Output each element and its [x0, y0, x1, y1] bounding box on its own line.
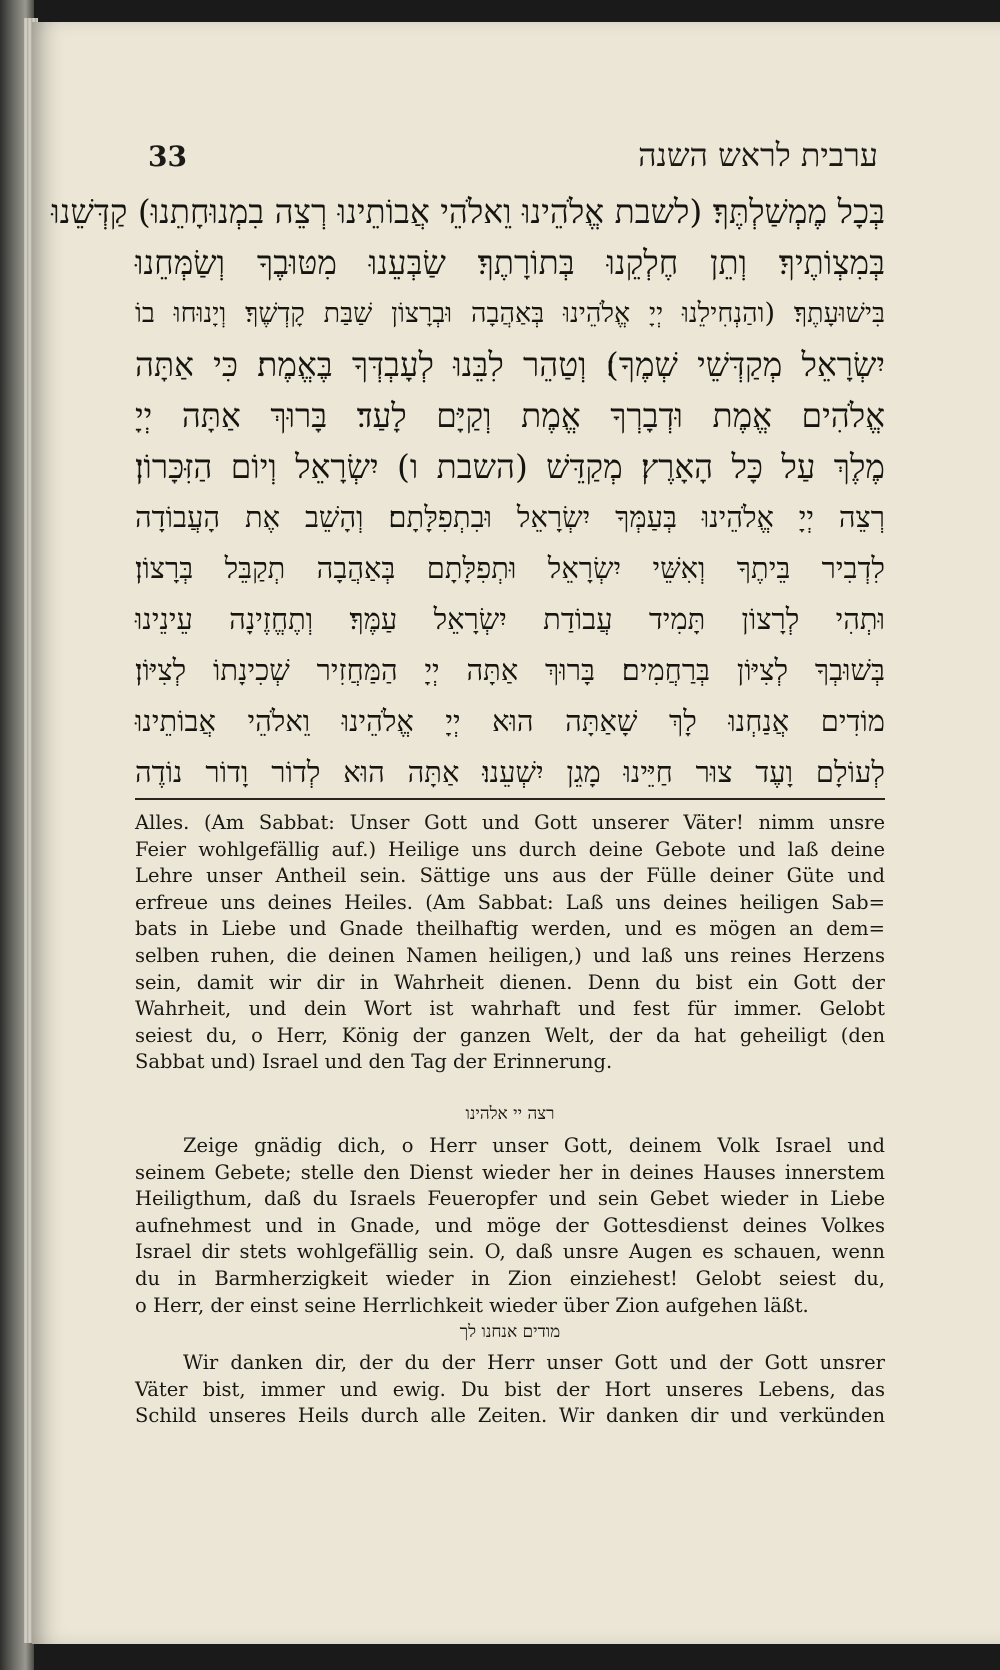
german-line: selben ruhen, die deinen Namen heiligen,) und laß uns reines Herzens: [135, 943, 885, 967]
hebrew-line: רְצֵה יְיָ אֱלֹהֵינוּ בְּעַמְּךָ יִשְׂרָאֵל וּבִתְפִלָּתָם׃ וְהָשֵׁב אֶת הָעֲבוֹדָה: [135, 500, 885, 534]
hebrew-line: בְּמִצְוֹתֶיךָ׃ וְתֵן חֶלְקֵנוּ בְּתוֹרָתֶךָ׃ שַׂבְּעֵנוּ מִטּוּבֶךָ וְשַׂמְּחֵנוּ: [135, 243, 885, 282]
hebrew-line: וּתְהִי לְרָצוֹן תָּמִיד עֲבוֹדַת יִשְׂרָאֵל עַמֶּךָ׃ וְתֶחֱזֶינָה עֵינֵינוּ: [135, 602, 885, 636]
german-line: sein, damit wir dir in Wahrheit dienen. Denn du bist ein Gott der: [135, 970, 885, 994]
german-line: erfreue uns deines Heiles. (Am Sabbat: Laß uns deines heiligen Sab=: [135, 890, 885, 914]
hebrew-line: מוֹדִים אֲנַחְנוּ לָךְ שָׁאַתָּה הוּא יְיָ אֱלֹהֵינוּ וֵאלֹהֵי אֲבוֹתֵינוּ: [135, 704, 885, 738]
section-heading-modim: מודים אנחנו לך: [459, 1322, 561, 1342]
hebrew-line: מֶלֶךְ עַל כָּל הָאָרֶץ׃ מְקַדֵּשׁ (השבת ו) יִשְׂרָאֵל וְיוֹם הַזִּכָּרוֹן׃: [135, 447, 885, 486]
hebrew-text-block: [51, 186, 885, 798]
section-divider: [135, 798, 885, 800]
german-line: seiest du, o Herr, König der ganzen Welt, der da hat geheiligt (den: [135, 1023, 885, 1047]
german-line: o Herr, der einst seine Herrlichkeit wieder über Zion aufgehen läßt.: [135, 1293, 809, 1317]
hebrew-line: יִשְׂרָאֵל מְקַדְּשֵׁי שְׁמֶךָ)׃ וְטַהֵר לִבֵּנוּ לְעָבְדְּךָ בֶּאֱמֶת׃ כִּי אַתָּה: [135, 345, 885, 384]
german-line: Heiligthum, daß du Israels Feueropfer und sein Gebet wieder in Liebe: [135, 1187, 885, 1211]
german-line: bats in Liebe und Gnade theilhaftig werden, und es mögen an dem=: [135, 917, 885, 941]
german-line: Feier wohlgefällig auf.) Heilige uns durch deine Gebote und laß deine: [135, 837, 885, 861]
german-translation-2: [135, 1133, 885, 1319]
hebrew-line: אֱלֹהִים אֱמֶת וּדְבָרְךָ אֱמֶת וְקַיָּם לָעַד׃ בָּרוּךְ אַתָּה יְיָ: [135, 396, 885, 435]
german-translation-3: [135, 1350, 885, 1430]
german-line: Schild unseres Heils durch alle Zeiten. Wir danken dir und verkünden: [135, 1404, 885, 1428]
hebrew-line: בְּכָל מֶמְשַׁלְתֶּךָ׃ (לשבת אֱלֹהֵינוּ וֵאלֹהֵי אֲבוֹתֵינוּ רְצֵה בִמְנוּחָתֵנוּ) קַדְּשֵׁנוּ: [51, 192, 885, 231]
german-line: Israel dir stets wohlgefällig sein. O, daß unsre Augen es schauen, wenn: [135, 1240, 885, 1264]
german-line: Lehre unser Antheil sein. Sättige uns aus der Fülle deiner Güte und: [135, 864, 885, 888]
german-line: Wahrheit, und dein Wort ist wahrhaft und fest für immer. Gelobt: [135, 997, 885, 1021]
running-title: ערבית לראש השנה: [638, 136, 878, 174]
hebrew-line: בְּשׁוּבְךָ לְצִיּוֹן בְּרַחֲמִים׃ בָּרוּךְ אַתָּה יְיָ הַמַּחֲזִיר שְׁכִינָתוֹ לְצִיּוֹן׃: [135, 653, 885, 687]
section-heading-retze: רצה יי אלהינו: [465, 1104, 555, 1124]
german-line: seinem Gebete; stelle den Dienst wieder her in deines Hauses innerstem: [135, 1160, 885, 1184]
german-line: du in Barmherzigkeit wieder in Zion einziehest! Gelobt seiest du,: [135, 1266, 885, 1290]
hebrew-line: לִדְבִיר בֵּיתֶךָ וְאִשֵּׁי יִשְׂרָאֵל וּתְפִלָּתָם בְּאַהֲבָה תְקַבֵּל בְּרָצוֹן׃: [135, 551, 885, 585]
german-line: Väter bist, immer und ewig. Du bist der Hort unseres Lebens, das: [135, 1377, 885, 1401]
page-number: 33: [148, 140, 187, 173]
german-line: aufnehmest und in Gnade, und möge der Gottesdienst deines Volkes: [135, 1213, 885, 1237]
german-line: Wir danken dir, der du der Herr unser Gott und der Gott unsrer: [183, 1351, 885, 1374]
page-header: [148, 128, 878, 184]
german-line: Alles. (Am Sabbat: Unser Gott und Gott unserer Väter! nimm unsre: [135, 811, 885, 834]
german-line: Zeige gnädig dich, o Herr unser Gott, deinem Volk Israel und: [183, 1134, 885, 1157]
german-line: Sabbat und) Israel und den Tag der Erinnerung.: [135, 1050, 613, 1074]
hebrew-line: בִּישׁוּעָתֶךָ׃ (והַנְחִילֵנוּ יְיָ אֱלֹהֵינוּ בְּאַהֲבָה וּבְרָצוֹן שַׁבַּת קָדְשֶׁךָ׃ וְיָנוּחוּ בוֹ: [135, 298, 885, 329]
hebrew-line: לְעוֹלָם וָעֶד צוּר חַיֵּינוּ מָגֵן יִשְׁעֵנוּ׃ אַתָּה הוּא לְדוֹר וָדוֹר נוֹדֶה: [135, 755, 885, 789]
german-translation-1: [135, 810, 885, 1076]
